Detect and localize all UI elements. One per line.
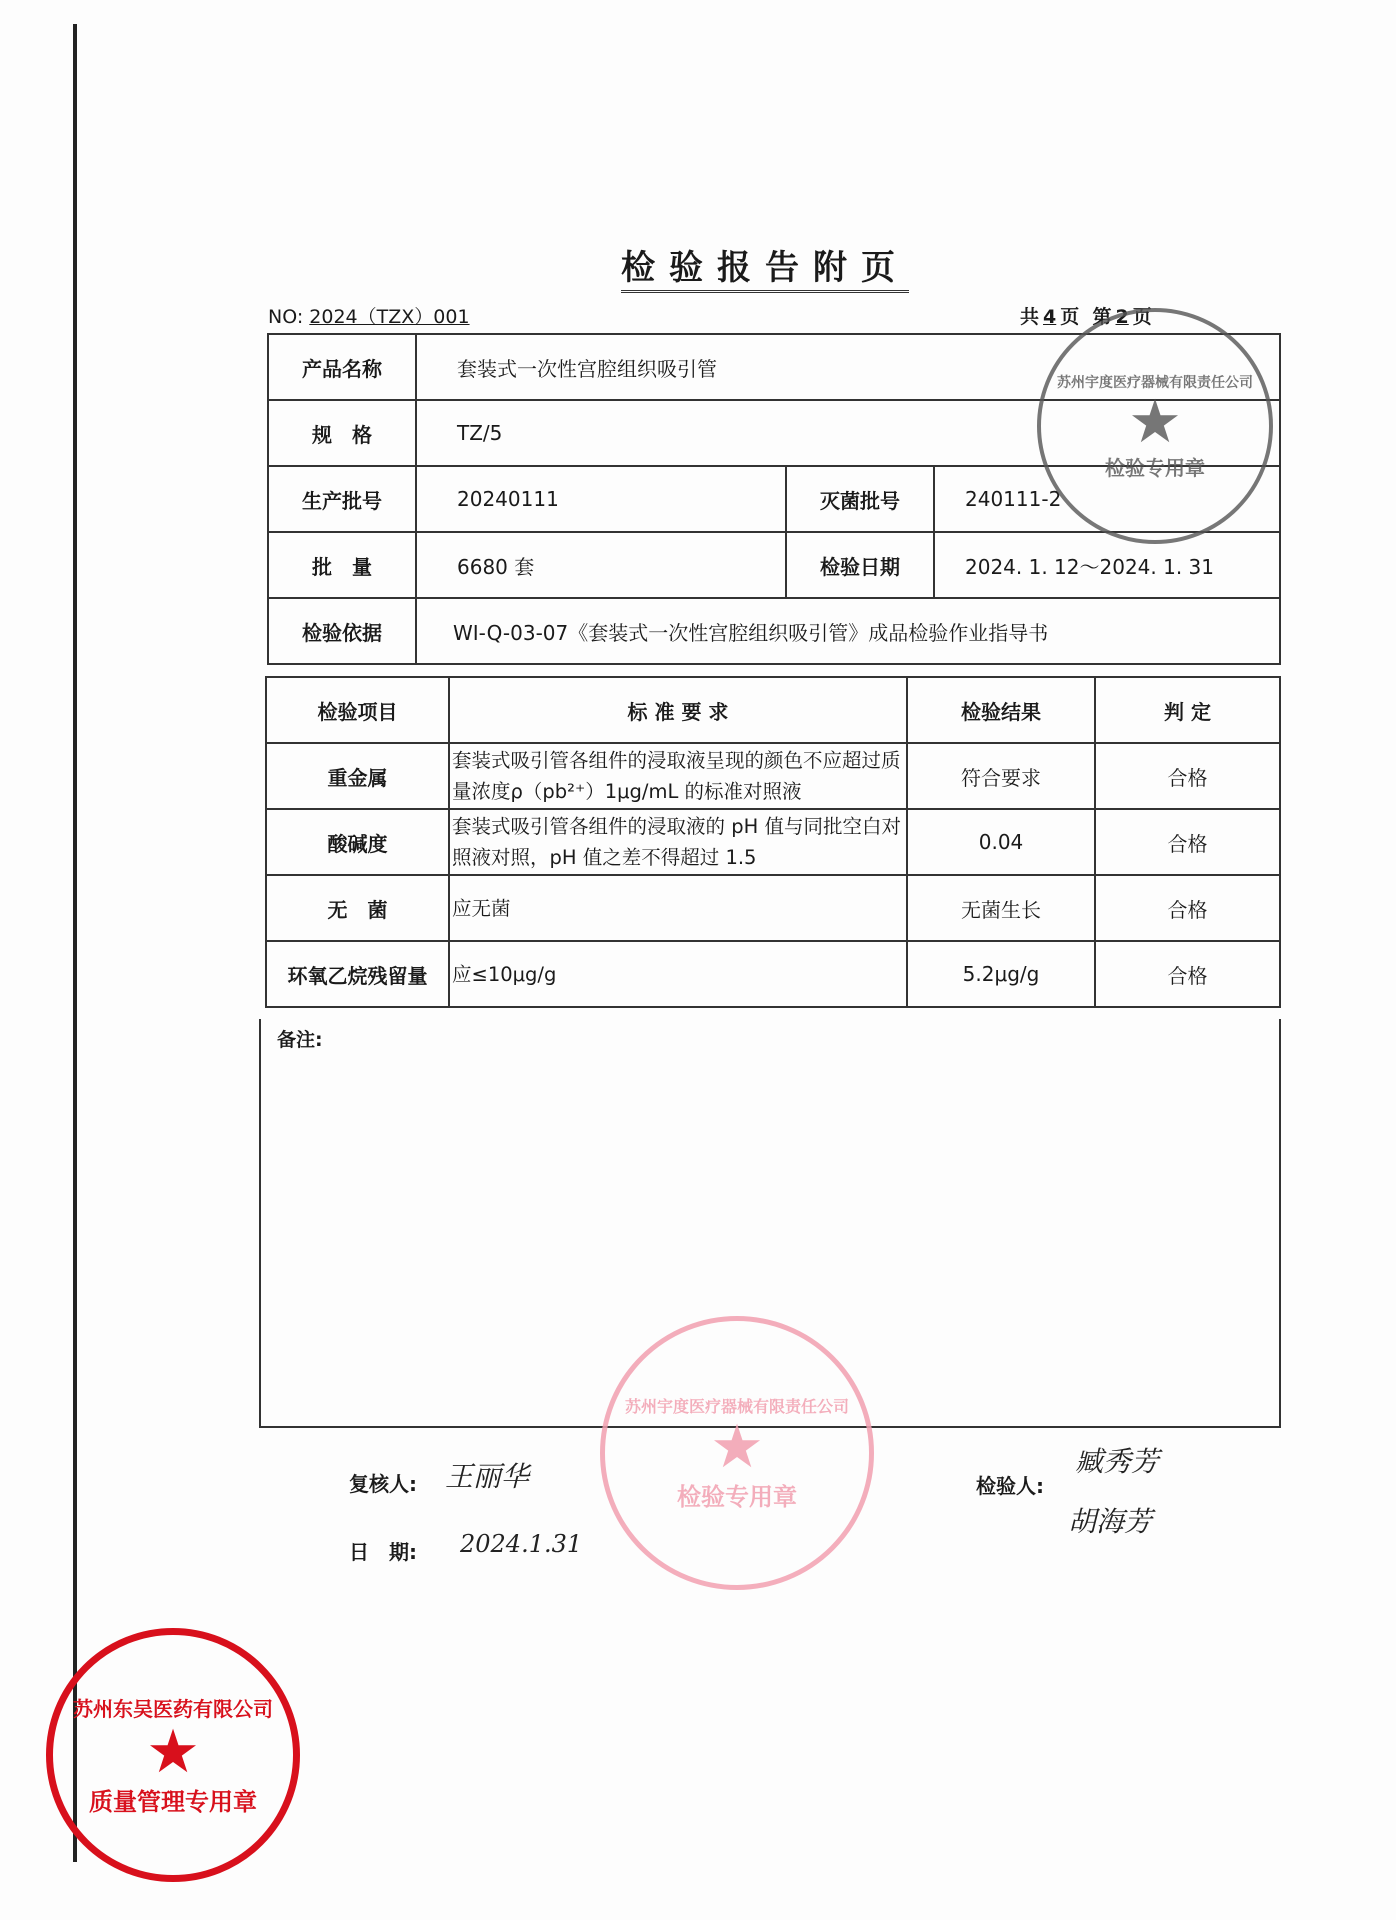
date-signature: 2024.1.31 xyxy=(460,1530,583,1558)
item: 酸碱度 xyxy=(266,809,449,875)
verdict: 合格 xyxy=(1095,743,1280,809)
label: 批 量 xyxy=(268,532,416,598)
table-row xyxy=(266,809,1280,875)
result: 无菌生长 xyxy=(907,875,1095,941)
no-label: NO: xyxy=(268,306,304,328)
result: 0.04 xyxy=(907,809,1095,875)
inspector-label: 检验人: xyxy=(976,1474,1044,1498)
stamp-text: 苏州宇度医疗器械有限责任公司 xyxy=(1057,374,1253,391)
results-table xyxy=(265,676,1281,1008)
value: 20240111 xyxy=(416,466,786,532)
item: 环氧乙烷残留量 xyxy=(266,941,449,1007)
requirement: 套装式吸引管各组件的浸取液呈现的颜色不应超过质量浓度ρ（pb²⁺）1μg/mL 的标准对照液 xyxy=(449,743,907,809)
item: 无 菌 xyxy=(266,875,449,941)
requirement: 应无菌 xyxy=(449,875,907,941)
result: 5.2μg/g xyxy=(907,941,1095,1007)
item: 重金属 xyxy=(266,743,449,809)
header-row xyxy=(266,677,1280,743)
report-title xyxy=(0,240,1396,289)
value: 套装式一次性宫腔组织吸引管 xyxy=(416,334,1280,400)
label: 产品名称 xyxy=(268,334,416,400)
header-result: 检验结果 xyxy=(907,677,1095,743)
stamp-text: 苏州东吴医药有限公司 xyxy=(73,1697,273,1721)
header-item: 检验项目 xyxy=(266,677,449,743)
requirement: 应≤10μg/g xyxy=(449,941,907,1007)
document-number xyxy=(268,302,470,329)
value: 6680 套 xyxy=(416,532,786,598)
inspector-signature-2: 胡海芳 xyxy=(1068,1505,1153,1538)
header-verdict: 判 定 xyxy=(1095,677,1280,743)
value: WI-Q-03-07《套装式一次性宫腔组织吸引管》成品检验作业指导书 xyxy=(416,598,1280,664)
date-label: 日 期: xyxy=(349,1540,417,1564)
no-value: 2024（TZX）001 xyxy=(309,306,470,328)
verdict: 合格 xyxy=(1095,941,1280,1007)
label: 检验日期 xyxy=(786,532,934,598)
total-pages: 4 xyxy=(1043,306,1057,328)
reviewer-signature: 王丽华 xyxy=(445,1460,530,1493)
remarks-label: 备注: xyxy=(277,1029,323,1051)
title-text: 检验报告附页 xyxy=(621,248,909,293)
stamp-sub: 检验专用章 xyxy=(677,1483,797,1511)
current-prefix: 第 xyxy=(1092,306,1112,328)
label: 规 格 xyxy=(268,400,416,466)
inspection-stamp-middle xyxy=(600,1316,874,1590)
inspection-stamp-top xyxy=(1037,308,1273,544)
value: 2024. 1. 12～2024. 1. 31 xyxy=(934,532,1280,598)
current-page: 2 xyxy=(1115,306,1129,328)
binding-line xyxy=(73,24,77,1862)
row-quantity xyxy=(268,532,1280,598)
label: 灭菌批号 xyxy=(786,466,934,532)
table-row xyxy=(266,875,1280,941)
stamp-sub: 检验专用章 xyxy=(1105,455,1205,480)
total-suffix: 页 xyxy=(1060,306,1080,328)
table-row xyxy=(266,941,1280,1007)
quality-stamp-bottom xyxy=(46,1628,300,1882)
star-icon: ★ xyxy=(1128,386,1182,457)
label: 生产批号 xyxy=(268,466,416,532)
stamp-text: 苏州宇度医疗器械有限责任公司 xyxy=(624,1397,849,1416)
value: TZ/5 xyxy=(416,400,1280,466)
verdict: 合格 xyxy=(1095,875,1280,941)
star-icon: ★ xyxy=(146,1717,200,1787)
result: 符合要求 xyxy=(907,743,1095,809)
row-basis xyxy=(268,598,1280,664)
reviewer-label: 复核人: xyxy=(349,1472,417,1496)
header-requirement: 标 准 要 求 xyxy=(449,677,907,743)
label: 检验依据 xyxy=(268,598,416,664)
value: 240111-2 xyxy=(934,466,1280,532)
inspector-signature-1: 臧秀芳 xyxy=(1075,1445,1160,1478)
table-row xyxy=(266,743,1280,809)
star-icon: ★ xyxy=(710,1412,764,1482)
current-suffix: 页 xyxy=(1132,306,1152,328)
requirement: 套装式吸引管各组件的浸取液的 pH 值与同批空白对照液对照，pH 值之差不得超过 1.5 xyxy=(449,809,907,875)
total-prefix: 共 xyxy=(1020,306,1040,328)
stamp-sub: 质量管理专用章 xyxy=(89,1788,257,1816)
verdict: 合格 xyxy=(1095,809,1280,875)
